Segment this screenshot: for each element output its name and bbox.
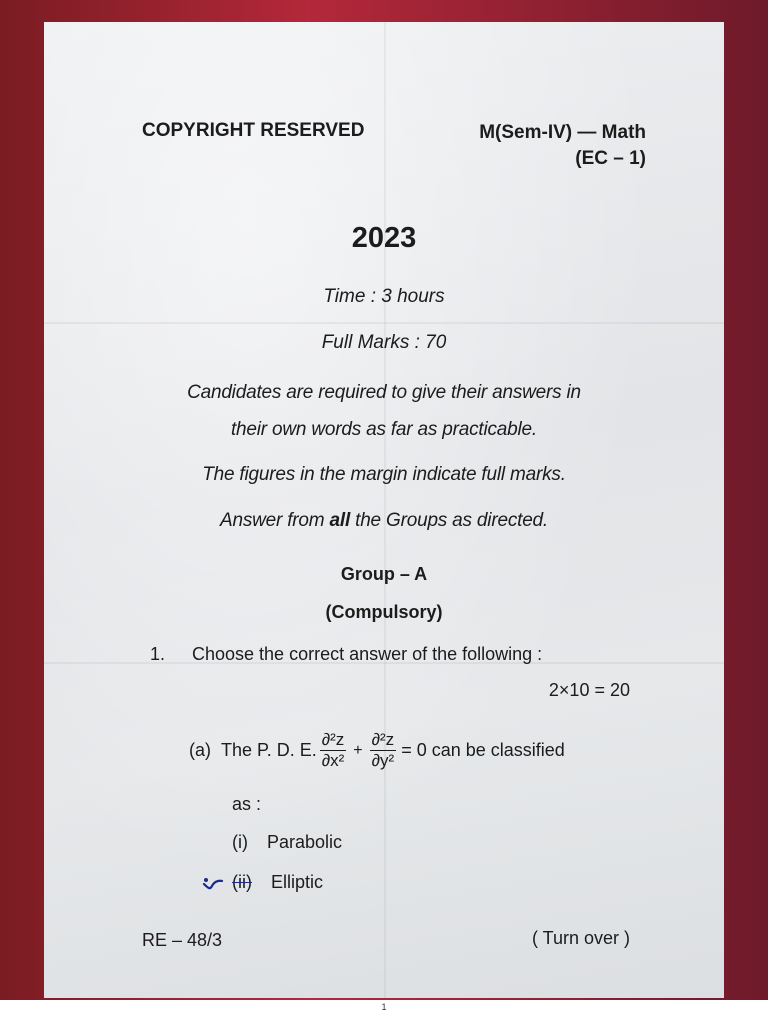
option-label: (i) — [232, 832, 248, 852]
question-marks: 2×10 = 20 — [548, 680, 630, 700]
instruction-text: Answer from — [219, 510, 330, 531]
option-label: (ii) — [232, 872, 252, 892]
sub-question-prefix: The P. D. E. — [221, 740, 317, 760]
instruction-text: the Groups as directed. — [350, 510, 549, 531]
fraction-d2z-dx2 — [320, 730, 347, 771]
exam-time: Time : 3 hours — [323, 286, 445, 307]
sub-question-suffix: = 0 can be classified — [401, 740, 565, 760]
question-number: 1. — [150, 644, 166, 664]
fraction-numerator: ∂²z — [371, 730, 395, 749]
fraction-denominator: ∂x² — [321, 751, 345, 770]
instruction-emphasis: all — [329, 510, 351, 531]
exam-paper — [44, 22, 724, 998]
group-subtitle: (Compulsory) — [325, 602, 443, 622]
turn-over-note: ( Turn over ) — [531, 928, 630, 948]
plus-sign: + — [353, 741, 363, 759]
question-text: Choose the correct answer of the following : — [192, 644, 543, 664]
copyright-notice: COPYRIGHT RESERVED — [142, 120, 365, 141]
exam-year: 2023 — [351, 222, 417, 254]
fraction-numerator: ∂²z — [321, 730, 345, 749]
page-number: 1 — [381, 1002, 387, 1012]
fraction-denominator: ∂y² — [371, 751, 395, 770]
paper-code-footer: RE – 48/3 — [142, 930, 223, 950]
option-i — [232, 832, 342, 853]
instruction-line-1: Candidates are required to give their answers in — [187, 382, 581, 403]
group-title: Group – A — [340, 564, 428, 584]
paper-code: (EC – 1) — [575, 148, 646, 169]
option-text: Parabolic — [267, 832, 343, 852]
instruction-line-3: The figures in the margin indicate full marks. — [202, 464, 566, 485]
option-text: Elliptic — [271, 872, 324, 892]
sub-question-label: (a) — [189, 740, 211, 760]
instruction-line-2: their own words as far as practicable. — [230, 419, 538, 440]
course-title: M(Sem-IV) — Math — [479, 122, 646, 143]
instruction-line-4 — [44, 510, 724, 532]
sub-question-a — [189, 730, 565, 771]
option-ii — [232, 872, 323, 893]
course-header — [479, 120, 646, 172]
full-marks: Full Marks : 70 — [321, 332, 447, 353]
fraction-d2z-dy2 — [370, 730, 397, 771]
sub-question-continuation: as : — [232, 794, 262, 814]
